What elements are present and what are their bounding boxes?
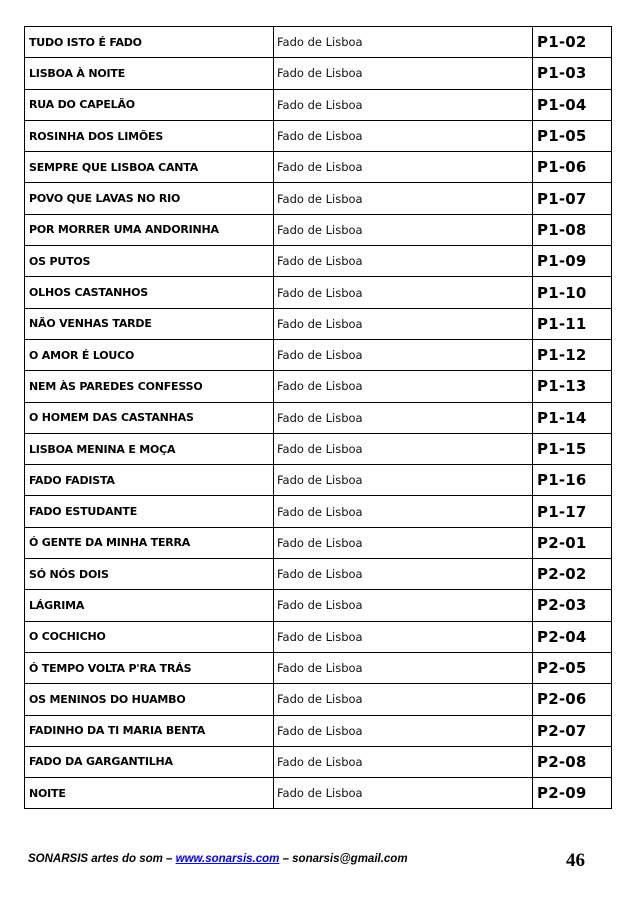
song-title-cell: FADO FADISTA [25,465,274,496]
song-title-cell: POR MORRER UMA ANDORINHA [25,214,274,245]
song-title-cell: Ó TEMPO VOLTA P'RA TRÁS [25,652,274,683]
song-title-cell: O AMOR É LOUCO [25,339,274,370]
song-genre-cell: Fado de Lisboa [274,152,533,183]
song-genre-cell: Fado de Lisboa [274,183,533,214]
song-title-cell: OLHOS CASTANHOS [25,277,274,308]
footer-text [28,853,408,865]
song-title-cell: LÁGRIMA [25,590,274,621]
page-number: 46 [566,850,585,871]
table-row [25,58,612,89]
song-code-cell: P1-04 [533,89,612,120]
song-genre-cell: Fado de Lisboa [274,527,533,558]
song-code-cell: P1-03 [533,58,612,89]
table-row [25,371,612,402]
song-genre-cell: Fado de Lisboa [274,684,533,715]
table-row [25,277,612,308]
table-row [25,621,612,652]
song-genre-cell: Fado de Lisboa [274,465,533,496]
table-row [25,590,612,621]
song-code-cell: P2-02 [533,559,612,590]
song-genre-cell: Fado de Lisboa [274,433,533,464]
table-row [25,89,612,120]
website-link[interactable]: www.sonarsis.com [175,853,280,865]
song-code-cell: P2-05 [533,652,612,683]
table-row [25,27,612,58]
table-row [25,433,612,464]
song-title-cell: SÓ NÓS DOIS [25,559,274,590]
song-title-cell: NEM ÀS PAREDES CONFESSO [25,371,274,402]
song-title-cell: FADO ESTUDANTE [25,496,274,527]
song-code-cell: P1-13 [533,371,612,402]
song-genre-cell: Fado de Lisboa [274,590,533,621]
table-row [25,402,612,433]
table-row [25,652,612,683]
table-row [25,308,612,339]
song-title-cell: NÃO VENHAS TARDE [25,308,274,339]
song-code-cell: P1-05 [533,120,612,151]
song-title-cell: FADO DA GARGANTILHA [25,746,274,777]
song-genre-cell: Fado de Lisboa [274,120,533,151]
song-code-cell: P1-07 [533,183,612,214]
song-genre-cell: Fado de Lisboa [274,339,533,370]
song-title-cell: O HOMEM DAS CASTANHAS [25,402,274,433]
song-title-cell: TUDO ISTO É FADO [25,27,274,58]
song-title-cell: RUA DO CAPELÃO [25,89,274,120]
song-genre-cell: Fado de Lisboa [274,308,533,339]
song-code-cell: P2-06 [533,684,612,715]
table-row [25,246,612,277]
song-code-cell: P1-14 [533,402,612,433]
table-row [25,527,612,558]
table-row [25,120,612,151]
song-code-cell: P2-04 [533,621,612,652]
song-code-cell: P1-09 [533,246,612,277]
table-row [25,152,612,183]
table-row [25,559,612,590]
song-code-cell: P2-09 [533,778,612,809]
footer-prefix: SONARSIS artes do som – [28,853,176,865]
song-table-body [25,27,612,809]
song-title-cell: ROSINHA DOS LIMÕES [25,120,274,151]
table-row [25,684,612,715]
song-genre-cell: Fado de Lisboa [274,58,533,89]
song-genre-cell: Fado de Lisboa [274,559,533,590]
song-title-cell: OS PUTOS [25,246,274,277]
song-code-cell: P1-10 [533,277,612,308]
song-genre-cell: Fado de Lisboa [274,715,533,746]
song-code-cell: P2-03 [533,590,612,621]
table-row [25,183,612,214]
song-title-cell: FADINHO DA TI MARIA BENTA [25,715,274,746]
table-row [25,715,612,746]
song-genre-cell: Fado de Lisboa [274,89,533,120]
song-genre-cell: Fado de Lisboa [274,214,533,245]
song-genre-cell: Fado de Lisboa [274,277,533,308]
song-title-cell: OS MENINOS DO HUAMBO [25,684,274,715]
footer-suffix: – sonarsis@gmail.com [279,853,408,865]
page-footer [24,846,611,880]
table-row [25,465,612,496]
song-code-cell: P1-12 [533,339,612,370]
song-genre-cell: Fado de Lisboa [274,746,533,777]
table-row [25,746,612,777]
song-code-cell: P1-06 [533,152,612,183]
song-title-cell: Ó GENTE DA MINHA TERRA [25,527,274,558]
song-code-cell: P1-15 [533,433,612,464]
song-genre-cell: Fado de Lisboa [274,496,533,527]
song-title-cell: O COCHICHO [25,621,274,652]
table-row [25,778,612,809]
song-genre-cell: Fado de Lisboa [274,402,533,433]
song-code-cell: P1-08 [533,214,612,245]
song-code-cell: P1-11 [533,308,612,339]
song-genre-cell: Fado de Lisboa [274,621,533,652]
song-title-cell: NOITE [25,778,274,809]
song-code-cell: P1-16 [533,465,612,496]
song-title-cell: SEMPRE QUE LISBOA CANTA [25,152,274,183]
song-code-cell: P1-02 [533,27,612,58]
song-genre-cell: Fado de Lisboa [274,778,533,809]
song-title-cell: LISBOA MENINA E MOÇA [25,433,274,464]
song-genre-cell: Fado de Lisboa [274,371,533,402]
song-code-cell: P2-01 [533,527,612,558]
song-code-cell: P1-17 [533,496,612,527]
song-table [24,26,612,809]
song-code-cell: P2-08 [533,746,612,777]
song-genre-cell: Fado de Lisboa [274,27,533,58]
song-title-cell: POVO QUE LAVAS NO RIO [25,183,274,214]
table-row [25,496,612,527]
song-genre-cell: Fado de Lisboa [274,246,533,277]
song-code-cell: P2-07 [533,715,612,746]
song-genre-cell: Fado de Lisboa [274,652,533,683]
table-row [25,339,612,370]
table-row [25,214,612,245]
song-title-cell: LISBOA À NOITE [25,58,274,89]
